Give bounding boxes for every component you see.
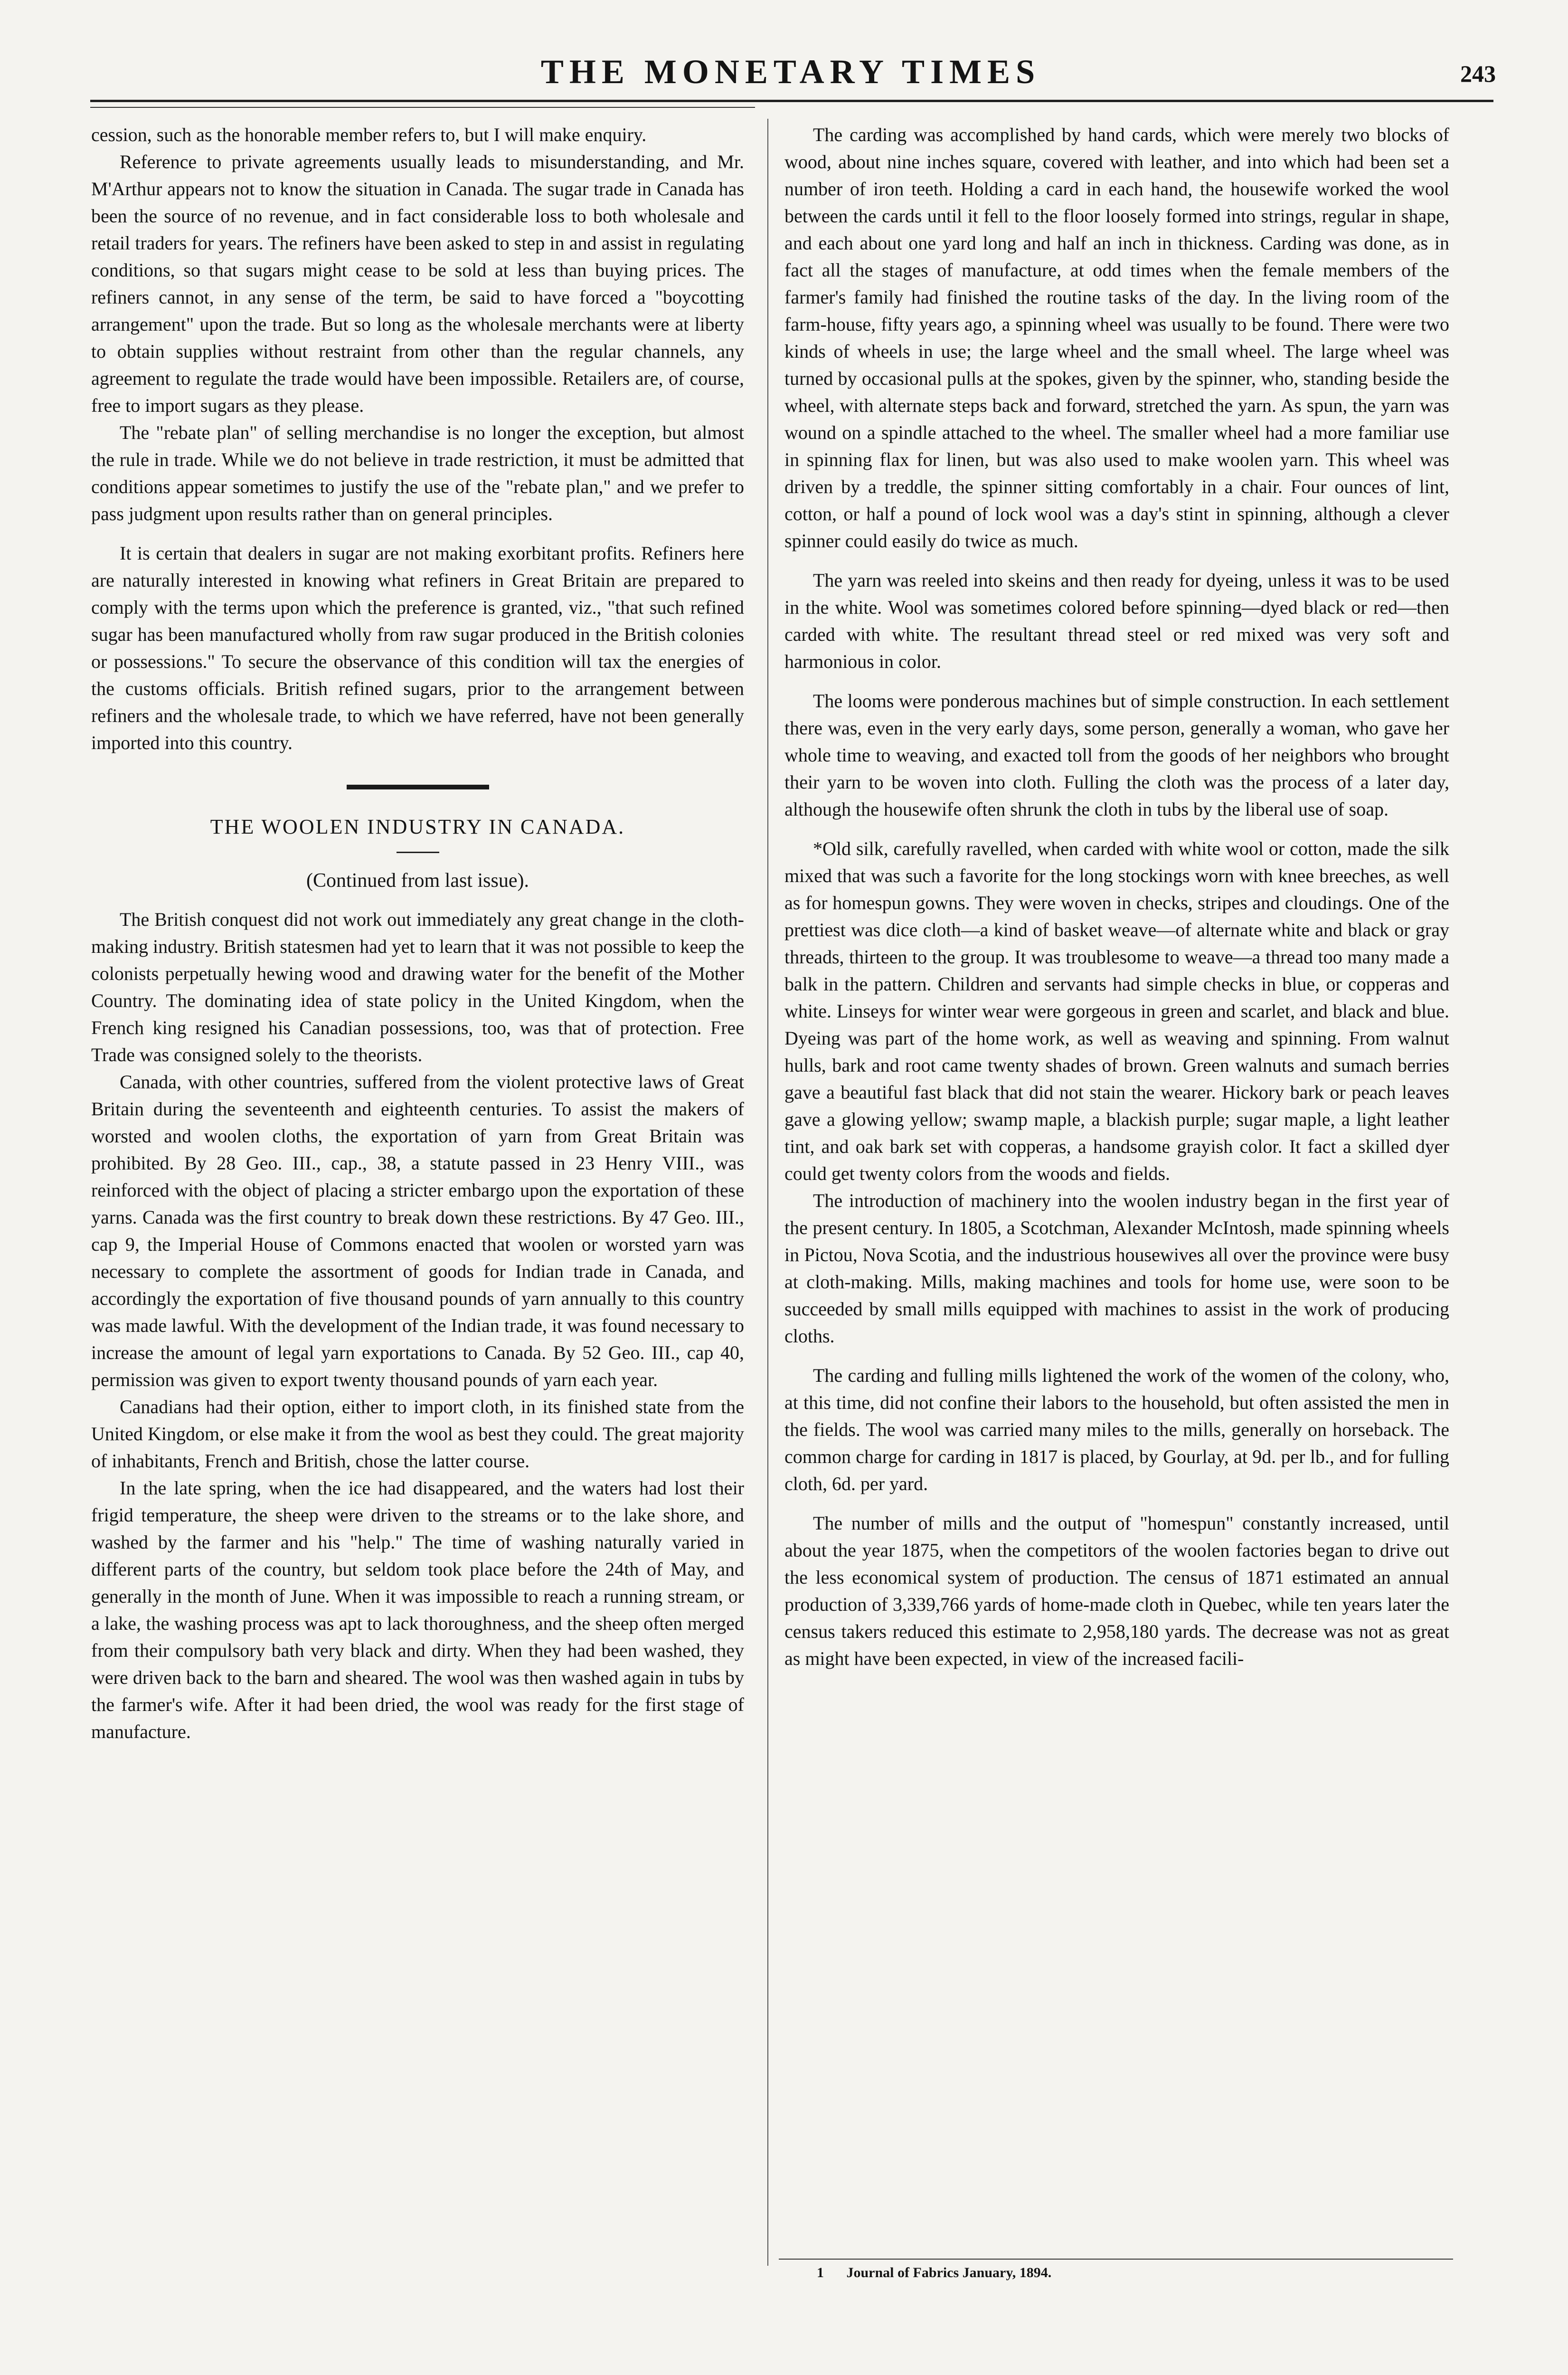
paragraph: The introduction of machinery into the woolen industry began in the first year of the present century. In 1805, a Scotchman, Alexander McIntosh, made spinning wheels in Pictou, Nova Scotia, and the industrious housewives all over the province were busy at cloth-making. Mills, making machines and tools for home use, were soon to be succeeded by small mills equipped with machines to assist in the work of producing cloths. bbox=[784, 1190, 1449, 1347]
paragraph: In the late spring, when the ice had disappeared, and the waters had lost their frigid temperature, the sheep were driven to the streams or to the lake shore, and washed by the farmer and his "help." The time of washing naturally varied in different parts of the country, but seldom took place before the 24th of May, and generally in the month of June. When it was impossible to reach a running stream, or a lake, the washing process was apt to lack thoroughness, and the sheep often merged from their compulsory bath very black and dirty. When they had been washed, they were driven back to the barn and sheared. The wool was then washed again in tubs by the farmer's wife. After it had been dried, the wool was ready for the first stage of manufacture. bbox=[91, 1477, 744, 1742]
page-number: 243 bbox=[1460, 60, 1496, 87]
article-heading: THE WOOLEN INDUSTRY IN CANADA. bbox=[210, 815, 625, 838]
paragraph: Canadians had their option, either to import cloth, in its finished state from the United Kingdom, or else make it from the wool as best they could. The great majority of inhabitants, French and British, chose the latter course. bbox=[91, 1396, 744, 1472]
masthead bbox=[85, 52, 1496, 104]
paragraph: It is certain that dealers in sugar are not making exorbitant profits. Refiners here are naturally interested in knowing what refiners in Great Britain are prepared to comply with the terms upon which the preference is granted, viz., "that such refined sugar has been manufactured wholly from raw sugar produced in the British colonies or possessions." To secure the observance of this condition will tax the energies of the customs officials. British refined sugars, prior to the arrangement between refiners and the wholesale trade, to which we have referred, have not been generally imported into this country. bbox=[91, 542, 744, 753]
heading-rule bbox=[397, 852, 439, 853]
paragraph: Reference to private agreements usually leads to misunderstanding, and Mr. M'Arthur appears not to know the situation in Canada. The sugar trade in Canada has been the source of no revenue, and in fact considerable loss to both wholesale and retail traders for years. The refiners have been asked to step in and assist in regulating conditions, so that sugars might cease to be sold at less than buying prices. The refiners cannot, in any sense of the term, be said to have forced a "boycotting arrangement" upon the trade. But so long as the wholesale merchants were at liberty to obtain supplies without restraint from other than the regular channels, any agreement to regulate the trade would have been impossible. Retailers are, of course, free to import sugars as they please. bbox=[91, 151, 744, 416]
paragraph: The "rebate plan" of selling merchandise is no longer the exception, but almost the rule in trade. While we do not believe in trade restriction, it must be admitted that conditions appear sometimes to justify the use of the "rebate plan," and we prefer to pass judgment upon results rather than on general principles. bbox=[91, 422, 744, 524]
article-subheading: (Continued from last issue). bbox=[306, 870, 529, 892]
column-divider bbox=[767, 119, 768, 2266]
left-column bbox=[91, 121, 744, 1745]
footnote-mark: 1 bbox=[817, 2265, 824, 2280]
right-column bbox=[784, 121, 1449, 1672]
paragraph: The number of mills and the output of "homespun" constantly increased, until about the year 1875, when the competitors of the woolen factories began to drive out the less economical system of production. The census of 1871 estimated an annual production of 3,339,766 yards of home-made cloth in Quebec, while ten years later the census takers reduced this estimate to 2,958,180 yards. The decrease was not as great as might have been expected, in view of the increased facili- bbox=[784, 1512, 1449, 1669]
section-separator bbox=[347, 785, 489, 789]
paragraph: *Old silk, carefully ravelled, when carded with white wool or cotton, made the silk mixed that was such a favorite for the long stockings worn with knee breeches, as well as for homespun gowns. They were woven in checks, stripes and cloudings. One of the prettiest was dice cloth—a kind of basket weave—of alternate white and black or gray threads, thirteen to the group. It was troublesome to weave—a thread too many made a balk in the pattern. Children and servants had simple checks in blue, or copperas and white. Linseys for winter wear were gorgeous in green and scarlet, and black and blue. Dyeing was part of the home work, as well as weaving and spinning. From walnut hulls, bark and root came twenty shades of brown. Green walnuts and sumach berries gave a beautiful fast black that did not stain the wearer. Hickory bark or peach leaves gave a glowing yellow; swamp maple, a blackish purple; sugar maple, a light leather tint, and oak bark set with copperas, a handsome grayish color. It fact a skilled dyer could get twenty colors from the woods and fields. bbox=[784, 838, 1449, 1184]
header-rule-thin bbox=[90, 107, 755, 108]
footnote bbox=[779, 2265, 1453, 2281]
paragraph: The looms were ponderous machines but of simple construction. In each settlement there was, even in the very early days, some person, generally a woman, who gave her whole time to weaving, and exacted toll from the goods of her neighbors who brought their yarn to be woven into cloth. Fulling the cloth was the process of a later day, although the housewife often shrunk the cloth in tubs by the liberal use of soap. bbox=[784, 690, 1449, 820]
paragraph: The carding and fulling mills lightened the work of the women of the colony, who, at this time, did not confine their labors to the household, but often assisted the men in the fields. The wool was carried many miles to the mills, generally on horseback. The common charge for carding in 1817 is placed, by Gourlay, at 9d. per lb., and for fulling cloth, 6d. per yard. bbox=[784, 1365, 1449, 1494]
paragraph: The carding was accomplished by hand cards, which were merely two blocks of wood, about nine inches square, covered with leather, and into which had been set a number of iron teeth. Holding a card in each hand, the housewife worked the wool between the cards until it fell to the floor loosely formed into strings, regular in shape, and each about one yard long and half an inch in thickness. Carding was done, as in fact all the stages of manufacture, at odd times when the female members of the farmer's family had finished the routine tasks of the day. In the living room of the farm-house, fifty years ago, a spinning wheel was usually to be found. There were two kinds of wheels in use; the large wheel and the small wheel. The large wheel was turned by occasional pulls at the spokes, given by the spinner, who, standing beside the wheel, with alternate steps back and forward, stretched the yarn. As spun, the yarn was wound on a spindle attached to the wheel. The smaller wheel had a more familiar use in spinning flax for linen, but was also used to make woolen yarn. This wheel was driven by a treddle, the spinner sitting comfortably in a chair. Four ounces of lint, cotton, or half a pound of lock wool was a day's stint in spinning, although a clever spinner could easily do twice as much. bbox=[784, 124, 1449, 551]
paragraph: The British conquest did not work out immediately any great change in the cloth-making industry. British statesmen had yet to learn that it was not possible to keep the colonists perpetually hewing wood and drawing water for the benefit of the Mother Country. The dominating idea of state policy in the United Kingdom, when the French king resigned his Canadian possessions, too, was that of protection. Free Trade was consigned solely to the theorists. bbox=[91, 909, 744, 1065]
footnote-rule bbox=[779, 2259, 1453, 2260]
header-rule bbox=[90, 100, 1493, 102]
paragraph: The yarn was reeled into skeins and then ready for dyeing, unless it was to be used in the white. Wool was sometimes colored before spinning—dyed black or red—then carded with white. The resultant thread steel or red mixed was very soft and harmonious in color. bbox=[784, 570, 1449, 672]
paragraph: cession, such as the honorable member refers to, but I will make enquiry. bbox=[91, 124, 647, 145]
footnote-text: Journal of Fabrics January, 1894. bbox=[846, 2265, 1052, 2280]
paragraph: Canada, with other countries, suffered from the violent protective laws of Great Britain during the seventeenth and eighteenth centuries. To assist the makers of worsted and woolen cloths, the exportation of yarn from Great Britain was prohibited. By 28 Geo. III., cap., 38, a statute passed in 23 Henry VIII., was reinforced with the object of placing a stricter embargo upon the exportation of these yarns. Canada was the first country to break down these restrictions. By 47 Geo. III., cap 9, the Imperial House of Commons enacted that woolen or worsted yarn was necessary to complete the assortment of goods for Indian trade in Canada, and accordingly the exportation of five thousand pounds of yarn annually to this country was made lawful. With the development of the Indian trade, it was found necessary to increase the amount of legal yarn exportations to Canada. By 52 Geo. III., cap 40, permission was given to export twenty thousand pounds of yarn each year. bbox=[91, 1071, 744, 1390]
publication-title: THE MONETARY TIMES bbox=[540, 53, 1041, 91]
